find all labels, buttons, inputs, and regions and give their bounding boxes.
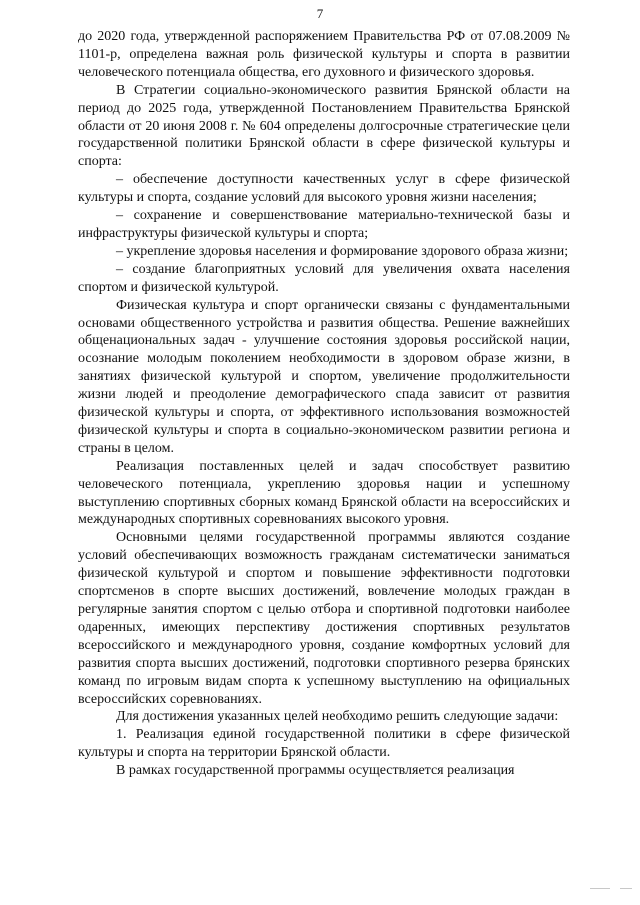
list-item: – укрепление здоровья населения и формирование здорового образа жизни; (116, 243, 569, 259)
page-number: 7 (316, 6, 324, 21)
paragraph-physical-culture: Физическая культура и спорт органически связаны с фундаментальными основами общественного устройства и развития общества. Решение важнейших общенациональных задач - улучшение состояния здоровья российской нации, осознание молодым поколением необходимости в здоровом образе жизни, в занятиях физической культурой и спортом, увеличение продолжительности жизни людей и преодоление демографического спада зависит от развития физической культуры и спорта, от эффективного использования возможностей физической культуры и спорта в социально-экономическом развитии региона и страны в целом. (78, 297, 570, 456)
paragraph-regional-strategy: В Стратегии социально-экономического развития Брянской области на период до 2025 года, утвержденной Постановлением Правительства Брянской области от 20 июня 2008 г. № 604 определены долгосрочные стратегические цели государственной политики Брянской области в сфере физической культуры и спорта: (78, 82, 570, 170)
paragraph-implementation: Реализация поставленных целей и задач способствует развитию человеческого потенциала, укреплению здоровья нации и успешному выступлению спортивных сборных команд Брянской области на всероссийских и международных спортивных соревнованиях высокого уровня. (78, 458, 570, 528)
paragraph-program-framework: В рамках государственной программы осуществляется реализация (116, 763, 515, 779)
paragraph-tasks-intro: Для достижения указанных целей необходимо решить следующие задачи: (116, 709, 559, 725)
scan-mark-right (620, 888, 632, 889)
scan-mark-left (590, 888, 610, 889)
paragraph-task-1: 1. Реализация единой государственной политики в сфере физической культуры и спорта на территории Брянской области. (78, 727, 570, 761)
paragraph-program-goals: Основными целями государственной программы являются создание условий обеспечивающих возможность гражданам систематически заниматься физической культурой и спортом и повышение эффективности подготовки спортсменов в спорте высших достижений, вовлечение молодых граждан в регулярные занятия спортом с целью отбора и спортивной подготовки наиболее одаренных, имеющих перспективу достижения спортивных результатов всероссийского и международного уровня, создание комфортных условий для развития спорта высших достижений, подготовки спортивного резерва брянских команд по игровым видам спорта к успешному выступлению на официальных всероссийских соревнованиях. (78, 530, 570, 707)
document-body (78, 28, 570, 780)
list-item: – создание благоприятных условий для увеличения охвата населения спортом и физической культурой. (78, 261, 570, 295)
paragraph-strategy-continuation: до 2020 года, утвержденной распоряжением Правительства РФ от 07.08.2009 № 1101-р, определена важная роль физической культуры и спорта в развитии человеческого потенциала общества, его духовного и физического здоровья. (78, 29, 570, 80)
list-item: – обеспечение доступности качественных услуг в сфере физической культуры и спорта, создание условий для высокого уровня жизни населения; (78, 172, 570, 206)
list-item: – сохранение и совершенствование материально-технической базы и инфраструктуры физической культуры и спорта; (78, 208, 570, 241)
